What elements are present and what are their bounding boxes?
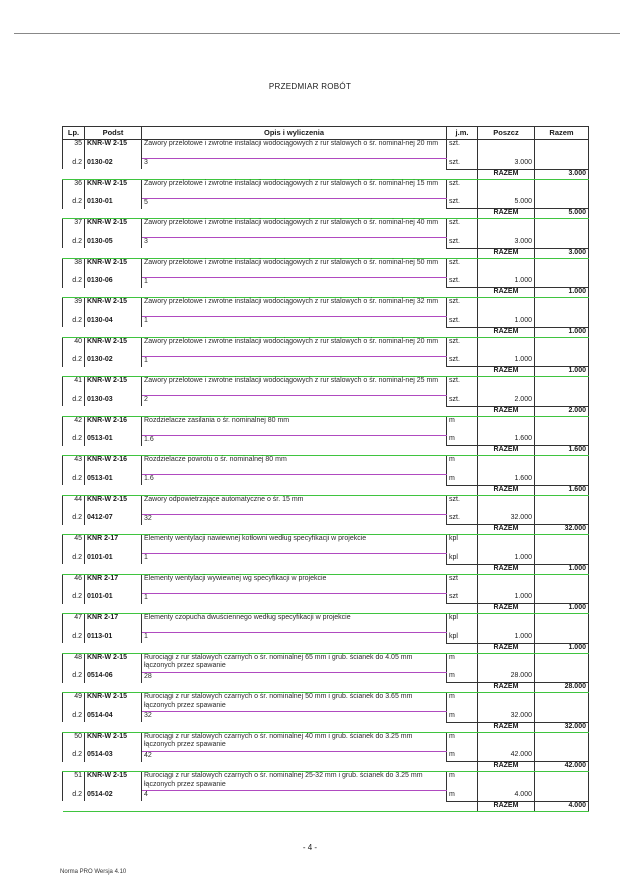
total-label: RAZEM xyxy=(478,288,535,298)
position-row-main xyxy=(63,140,589,159)
position-row-main xyxy=(63,456,589,475)
position-total-row xyxy=(63,762,589,772)
quantity-calculation: 32 xyxy=(142,514,447,525)
norm-reference: KNR-W 2-15 xyxy=(85,772,142,791)
work-description: Zawory przelotowe i zwrotne instalacji wodociągowych z rur stalowych o śr. nominal-nej 50 mm xyxy=(142,258,447,277)
scan-edge-line xyxy=(14,33,620,34)
page-number: - 4 - xyxy=(302,843,318,852)
header-jm: j.m. xyxy=(447,127,478,140)
norm-code: 0514-03 xyxy=(85,751,142,762)
total-value: 1.000 xyxy=(535,327,589,337)
unit-label: szt. xyxy=(447,179,478,198)
position-row-calc xyxy=(63,554,589,565)
norm-reference: KNR-W 2-16 xyxy=(85,416,142,435)
position-number: 42 xyxy=(63,416,85,435)
partial-quantity: 2.000 xyxy=(478,396,535,407)
unit-label-calc: szt. xyxy=(447,356,478,367)
unit-label: szt. xyxy=(447,495,478,514)
unit-label: szt. xyxy=(447,298,478,317)
unit-label: m xyxy=(447,456,478,475)
total-label: RAZEM xyxy=(478,801,535,811)
position-number: 51 xyxy=(63,772,85,791)
total-label: RAZEM xyxy=(478,564,535,574)
partial-quantity: 4.000 xyxy=(478,791,535,802)
position-number: 44 xyxy=(63,495,85,514)
quantity-calculation: 1.6 xyxy=(142,435,447,446)
department-ref: d.2 xyxy=(63,593,85,604)
position-number: 39 xyxy=(63,298,85,317)
total-label: RAZEM xyxy=(478,169,535,179)
department-ref: d.2 xyxy=(63,159,85,170)
norm-reference: KNR-W 2-15 xyxy=(85,140,142,159)
header-razem: Razem xyxy=(535,127,589,140)
department-ref: d.2 xyxy=(63,435,85,446)
partial-quantity: 32.000 xyxy=(478,514,535,525)
position-total-row xyxy=(63,446,589,456)
header-poszcz: Poszcz xyxy=(478,127,535,140)
position-row-main xyxy=(63,495,589,514)
partial-quantity: 1.000 xyxy=(478,633,535,644)
quantity-calculation: 2 xyxy=(142,396,447,407)
unit-label: kpl xyxy=(447,614,478,633)
position-row-main xyxy=(63,653,589,672)
norm-code: 0412-07 xyxy=(85,514,142,525)
position-total-row xyxy=(63,209,589,219)
unit-label-calc: kpl xyxy=(447,554,478,565)
unit-label: szt. xyxy=(447,377,478,396)
norm-reference: KNR-W 2-15 xyxy=(85,377,142,396)
unit-label-calc: szt xyxy=(447,593,478,604)
quantity-calculation: 1 xyxy=(142,593,447,604)
total-value: 5.000 xyxy=(535,209,589,219)
unit-label-calc: m xyxy=(447,672,478,683)
header-opis: Opis i wyliczenia xyxy=(142,127,447,140)
position-row-calc xyxy=(63,593,589,604)
quantity-calculation: 5 xyxy=(142,198,447,209)
norm-reference: KNR 2-17 xyxy=(85,614,142,633)
position-number: 40 xyxy=(63,337,85,356)
position-row-main xyxy=(63,219,589,238)
unit-label: m xyxy=(447,653,478,672)
quantity-calculation: 1 xyxy=(142,356,447,367)
partial-quantity: 1.000 xyxy=(478,554,535,565)
position-number: 38 xyxy=(63,258,85,277)
norm-reference: KNR-W 2-15 xyxy=(85,495,142,514)
position-total-row xyxy=(63,643,589,653)
norm-reference: KNR-W 2-15 xyxy=(85,337,142,356)
unit-label-calc: kpl xyxy=(447,633,478,644)
unit-label: szt. xyxy=(447,337,478,356)
total-label: RAZEM xyxy=(478,406,535,416)
header-lp: Lp. xyxy=(63,127,85,140)
partial-quantity: 1.600 xyxy=(478,475,535,486)
position-row-calc xyxy=(63,159,589,170)
norm-code: 0113-01 xyxy=(85,633,142,644)
position-row-calc xyxy=(63,475,589,486)
position-row-calc xyxy=(63,277,589,288)
norm-code: 0130-01 xyxy=(85,198,142,209)
unit-label-calc: m xyxy=(447,791,478,802)
unit-label-calc: szt. xyxy=(447,238,478,249)
norm-code: 0130-06 xyxy=(85,277,142,288)
position-row-calc xyxy=(63,356,589,367)
work-description: Zawory przelotowe i zwrotne instalacji wodociągowych z rur stalowych o śr. nominal-nej 20 mm xyxy=(142,140,447,159)
position-row-calc xyxy=(63,317,589,328)
department-ref: d.2 xyxy=(63,672,85,683)
total-value: 1.000 xyxy=(535,288,589,298)
work-description: Zawory przelotowe i zwrotne instalacji wodociągowych z rur stalowych o śr. nominal-nej 20 mm xyxy=(142,337,447,356)
unit-label-calc: szt. xyxy=(447,317,478,328)
position-total-row xyxy=(63,722,589,732)
position-number: 47 xyxy=(63,614,85,633)
total-value: 1.600 xyxy=(535,446,589,456)
position-row-main xyxy=(63,377,589,396)
department-ref: d.2 xyxy=(63,791,85,802)
table-body xyxy=(63,140,589,812)
software-footer: Norma PRO Wersja 4.10 xyxy=(60,869,127,875)
norm-code: 0514-04 xyxy=(85,712,142,723)
position-total-row xyxy=(63,169,589,179)
position-number: 35 xyxy=(63,140,85,159)
position-row-main xyxy=(63,614,589,633)
page-title: PRZEDMIAR ROBÓT xyxy=(268,82,352,91)
quantity-calculation: 28 xyxy=(142,672,447,683)
position-row-main xyxy=(63,693,589,712)
position-total-row xyxy=(63,485,589,495)
position-row-main xyxy=(63,772,589,791)
table-header-row xyxy=(63,127,589,140)
unit-label: m xyxy=(447,693,478,712)
position-row-main xyxy=(63,258,589,277)
unit-label-calc: m xyxy=(447,751,478,762)
partial-quantity: 42.000 xyxy=(478,751,535,762)
unit-label: szt. xyxy=(447,219,478,238)
position-total-row xyxy=(63,327,589,337)
norm-reference: KNR-W 2-15 xyxy=(85,219,142,238)
department-ref: d.2 xyxy=(63,475,85,486)
department-ref: d.2 xyxy=(63,356,85,367)
work-description: Elementy wentylacji nawiewnej kotłowni według specyfikacji w projekcie xyxy=(142,535,447,554)
total-value: 32.000 xyxy=(535,525,589,535)
total-label: RAZEM xyxy=(478,485,535,495)
department-ref: d.2 xyxy=(63,396,85,407)
position-row-main xyxy=(63,416,589,435)
quantity-calculation: 1 xyxy=(142,554,447,565)
total-value: 3.000 xyxy=(535,248,589,258)
total-value: 32.000 xyxy=(535,722,589,732)
unit-label-calc: m xyxy=(447,712,478,723)
norm-code: 0514-02 xyxy=(85,791,142,802)
unit-label-calc: m xyxy=(447,475,478,486)
quantity-calculation: 1 xyxy=(142,317,447,328)
position-row-calc xyxy=(63,396,589,407)
position-total-row xyxy=(63,248,589,258)
position-row-main xyxy=(63,179,589,198)
work-description: Elementy wentylacji wywiewnej wg specyfikacji w projekcie xyxy=(142,574,447,593)
department-ref: d.2 xyxy=(63,238,85,249)
position-row-main xyxy=(63,732,589,751)
department-ref: d.2 xyxy=(63,751,85,762)
position-row-main xyxy=(63,337,589,356)
unit-label-calc: szt. xyxy=(447,396,478,407)
total-label: RAZEM xyxy=(478,762,535,772)
department-ref: d.2 xyxy=(63,633,85,644)
position-row-calc xyxy=(63,198,589,209)
norm-reference: KNR-W 2-15 xyxy=(85,258,142,277)
total-value: 2.000 xyxy=(535,406,589,416)
unit-label-calc: szt. xyxy=(447,277,478,288)
total-label: RAZEM xyxy=(478,248,535,258)
work-description: Zawory przelotowe i zwrotne instalacji wodociągowych z rur stalowych o śr. nominal-nej 15 mm xyxy=(142,179,447,198)
total-value: 1.000 xyxy=(535,604,589,614)
quantity-calculation: 42 xyxy=(142,751,447,762)
bill-of-quantities-table xyxy=(62,126,589,812)
quantity-calculation: 1.6 xyxy=(142,475,447,486)
work-description: Zawory przelotowe i zwrotne instalacji wodociągowych z rur stalowych o śr. nominal-nej 40 mm xyxy=(142,219,447,238)
unit-label: kpl xyxy=(447,535,478,554)
norm-reference: KNR-W 2-15 xyxy=(85,298,142,317)
department-ref: d.2 xyxy=(63,198,85,209)
unit-label: m xyxy=(447,772,478,791)
total-label: RAZEM xyxy=(478,327,535,337)
work-description: Rurociągi z rur stalowych czarnych o śr. nominalnej 40 mm i grub. ścianek do 3.25 mm łączonych przez spawanie xyxy=(142,732,447,751)
position-row-calc xyxy=(63,712,589,723)
norm-code: 0514-06 xyxy=(85,672,142,683)
position-total-row xyxy=(63,683,589,693)
department-ref: d.2 xyxy=(63,317,85,328)
quantity-calculation: 32 xyxy=(142,712,447,723)
work-description: Rozdzielacze powrotu o śr. nominalnej 80 mm xyxy=(142,456,447,475)
norm-reference: KNR 2-17 xyxy=(85,535,142,554)
total-label: RAZEM xyxy=(478,604,535,614)
unit-label-calc: szt. xyxy=(447,159,478,170)
total-value: 1.000 xyxy=(535,564,589,574)
partial-quantity: 1.000 xyxy=(478,593,535,604)
position-row-calc xyxy=(63,435,589,446)
norm-code: 0130-04 xyxy=(85,317,142,328)
partial-quantity: 5.000 xyxy=(478,198,535,209)
work-description: Elementy czopucha dwuściennego według specyfikacji w projekcie xyxy=(142,614,447,633)
unit-label-calc: m xyxy=(447,435,478,446)
unit-label-calc: szt. xyxy=(447,198,478,209)
quantity-calculation: 1 xyxy=(142,277,447,288)
position-number: 46 xyxy=(63,574,85,593)
partial-quantity: 3.000 xyxy=(478,159,535,170)
position-total-row xyxy=(63,406,589,416)
position-number: 36 xyxy=(63,179,85,198)
position-number: 37 xyxy=(63,219,85,238)
position-row-calc xyxy=(63,791,589,802)
position-total-row xyxy=(63,525,589,535)
department-ref: d.2 xyxy=(63,514,85,525)
total-label: RAZEM xyxy=(478,683,535,693)
position-number: 45 xyxy=(63,535,85,554)
norm-reference: KNR-W 2-15 xyxy=(85,179,142,198)
norm-reference: KNR-W 2-15 xyxy=(85,653,142,672)
position-number: 48 xyxy=(63,653,85,672)
partial-quantity: 1.000 xyxy=(478,356,535,367)
unit-label-calc: szt. xyxy=(447,514,478,525)
norm-reference: KNR-W 2-15 xyxy=(85,732,142,751)
position-number: 50 xyxy=(63,732,85,751)
work-description: Rurociągi z rur stalowych czarnych o śr. nominalnej 65 mm i grub. ścianek do 4.05 mm łączonych przez spawanie xyxy=(142,653,447,672)
total-value: 1.000 xyxy=(535,643,589,653)
norm-reference: KNR 2-17 xyxy=(85,574,142,593)
norm-code: 0130-03 xyxy=(85,396,142,407)
header-podst: Podst xyxy=(85,127,142,140)
position-number: 49 xyxy=(63,693,85,712)
partial-quantity: 28.000 xyxy=(478,672,535,683)
position-row-calc xyxy=(63,751,589,762)
norm-code: 0101-01 xyxy=(85,554,142,565)
position-row-calc xyxy=(63,633,589,644)
partial-quantity: 3.000 xyxy=(478,238,535,249)
total-label: RAZEM xyxy=(478,722,535,732)
total-value: 4.000 xyxy=(535,801,589,811)
position-number: 41 xyxy=(63,377,85,396)
work-description: Rurociągi z rur stalowych czarnych o śr. nominalnej 50 mm i grub. ścianek do 3.65 mm łączonych przez spawanie xyxy=(142,693,447,712)
norm-code: 0130-02 xyxy=(85,356,142,367)
partial-quantity: 1.000 xyxy=(478,277,535,288)
norm-code: 0513-01 xyxy=(85,475,142,486)
work-description: Zawory odpowietrzające automatyczne o śr. 15 mm xyxy=(142,495,447,514)
position-total-row xyxy=(63,367,589,377)
partial-quantity: 1.600 xyxy=(478,435,535,446)
position-number: 43 xyxy=(63,456,85,475)
position-row-calc xyxy=(63,514,589,525)
unit-label: m xyxy=(447,416,478,435)
position-total-row xyxy=(63,801,589,811)
department-ref: d.2 xyxy=(63,554,85,565)
unit-label: m xyxy=(447,732,478,751)
norm-reference: KNR-W 2-15 xyxy=(85,693,142,712)
unit-label: szt. xyxy=(447,258,478,277)
position-total-row xyxy=(63,604,589,614)
department-ref: d.2 xyxy=(63,712,85,723)
position-row-main xyxy=(63,535,589,554)
work-description: Rozdzielacze zasilania o śr. nominalnej 80 mm xyxy=(142,416,447,435)
total-label: RAZEM xyxy=(478,525,535,535)
total-label: RAZEM xyxy=(478,643,535,653)
norm-code: 0130-02 xyxy=(85,159,142,170)
unit-label: szt xyxy=(447,574,478,593)
quantity-calculation: 4 xyxy=(142,791,447,802)
total-value: 1.000 xyxy=(535,367,589,377)
norm-code: 0130-05 xyxy=(85,238,142,249)
position-total-row xyxy=(63,564,589,574)
work-description: Rurociągi z rur stalowych czarnych o śr. nominalnej 25-32 mm i grub. ścianek do 3.25 mm łączonych przez spawanie xyxy=(142,772,447,791)
partial-quantity: 1.000 xyxy=(478,317,535,328)
position-row-calc xyxy=(63,238,589,249)
norm-code: 0101-01 xyxy=(85,593,142,604)
total-label: RAZEM xyxy=(478,367,535,377)
position-row-main xyxy=(63,574,589,593)
quantity-calculation: 1 xyxy=(142,633,447,644)
partial-quantity: 32.000 xyxy=(478,712,535,723)
position-row-main xyxy=(63,298,589,317)
total-label: RAZEM xyxy=(478,209,535,219)
norm-reference: KNR-W 2-16 xyxy=(85,456,142,475)
unit-label: szt. xyxy=(447,140,478,159)
total-value: 1.600 xyxy=(535,485,589,495)
position-total-row xyxy=(63,288,589,298)
work-description: Zawory przelotowe i zwrotne instalacji wodociągowych z rur stalowych o śr. nominal-nej 32 mm xyxy=(142,298,447,317)
total-value: 3.000 xyxy=(535,169,589,179)
quantity-calculation: 3 xyxy=(142,238,447,249)
norm-code: 0513-01 xyxy=(85,435,142,446)
total-label: RAZEM xyxy=(478,446,535,456)
total-value: 28.000 xyxy=(535,683,589,693)
total-value: 42.000 xyxy=(535,762,589,772)
work-description: Zawory przelotowe i zwrotne instalacji wodociągowych z rur stalowych o śr. nominal-nej 25 mm xyxy=(142,377,447,396)
department-ref: d.2 xyxy=(63,277,85,288)
quantity-calculation: 3 xyxy=(142,159,447,170)
position-row-calc xyxy=(63,672,589,683)
